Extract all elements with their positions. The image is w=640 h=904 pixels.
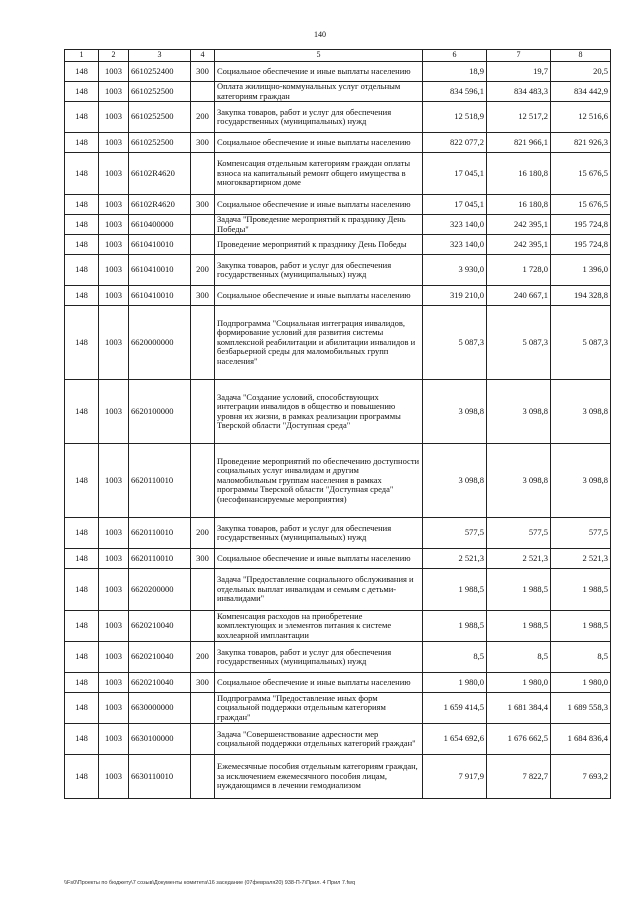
- amount-year3-cell: 8,5: [551, 642, 611, 673]
- amount-year3-cell: 3 098,8: [551, 380, 611, 444]
- amount-year1-cell: 323 140,0: [423, 235, 487, 255]
- description-cell: Компенсация отдельным категориям граждан оплаты взноса на капитальный ремонт общего имущества в многоквартирном доме: [215, 153, 423, 195]
- target-article-cell: 66102R4620: [129, 195, 191, 215]
- target-article-cell: 6620100000: [129, 380, 191, 444]
- table-row: [65, 82, 611, 102]
- target-article-cell: 6620210040: [129, 611, 191, 642]
- file-path-footer: \\Fs0\Проекты по бюджету\7 созыв\Документы комитета\16 заседание (07февраля20) 938-П-7\Прил. 4 Прил 7.fwq: [64, 880, 356, 886]
- table-row: [65, 235, 611, 255]
- amount-year3-cell: 1 980,0: [551, 673, 611, 693]
- description-cell: Подпрограмма "Социальная интеграция инвалидов, формирование условий для развития системы комплексной реабилитации и абилитации инвалидов и безбарьерной среды для маломобильных групп населения": [215, 306, 423, 380]
- table-row: [65, 306, 611, 380]
- column-header: 6: [423, 50, 487, 62]
- target-article-cell: 6630100000: [129, 724, 191, 755]
- section-code-cell: 1003: [99, 255, 129, 286]
- amount-year3-cell: 15 676,5: [551, 195, 611, 215]
- section-code-cell: 1003: [99, 693, 129, 724]
- ministry-code-cell: 148: [65, 215, 99, 235]
- amount-year1-cell: 3 930,0: [423, 255, 487, 286]
- amount-year1-cell: 18,9: [423, 62, 487, 82]
- table-row: [65, 693, 611, 724]
- amount-year3-cell: 7 693,2: [551, 755, 611, 799]
- amount-year1-cell: 323 140,0: [423, 215, 487, 235]
- amount-year2-cell: 1 980,0: [487, 673, 551, 693]
- target-article-cell: 6610410010: [129, 235, 191, 255]
- table-row: [65, 642, 611, 673]
- expense-type-cell: 200: [191, 642, 215, 673]
- description-cell: Социальное обеспечение и иные выплаты населению: [215, 549, 423, 569]
- amount-year1-cell: 577,5: [423, 518, 487, 549]
- expense-type-cell: [191, 693, 215, 724]
- table-row: [65, 724, 611, 755]
- amount-year1-cell: 12 518,9: [423, 102, 487, 133]
- section-code-cell: 1003: [99, 82, 129, 102]
- amount-year1-cell: 822 077,2: [423, 133, 487, 153]
- section-code-cell: 1003: [99, 642, 129, 673]
- column-header: 4: [191, 50, 215, 62]
- ministry-code-cell: 148: [65, 380, 99, 444]
- target-article-cell: 6610252500: [129, 133, 191, 153]
- amount-year3-cell: 1 396,0: [551, 255, 611, 286]
- ministry-code-cell: 148: [65, 82, 99, 102]
- amount-year2-cell: 3 098,8: [487, 380, 551, 444]
- amount-year2-cell: 7 822,7: [487, 755, 551, 799]
- ministry-code-cell: 148: [65, 518, 99, 549]
- description-cell: Задача "Предоставление социального обслуживания и отдельных выплат инвалидам и семьям с детьми-инвалидами": [215, 569, 423, 611]
- amount-year3-cell: 1 988,5: [551, 569, 611, 611]
- expense-type-cell: 300: [191, 286, 215, 306]
- table-row: [65, 549, 611, 569]
- table-row: [65, 215, 611, 235]
- page-number: 140: [314, 30, 326, 39]
- ministry-code-cell: 148: [65, 693, 99, 724]
- expense-type-cell: [191, 306, 215, 380]
- description-cell: Социальное обеспечение и иные выплаты населению: [215, 286, 423, 306]
- section-code-cell: 1003: [99, 380, 129, 444]
- table-row: [65, 569, 611, 611]
- target-article-cell: 6620110010: [129, 518, 191, 549]
- description-cell: Оплата жилищно-коммунальных услуг отдельным категориям граждан: [215, 82, 423, 102]
- description-cell: Задача "Совершенствование адресности мер социальной поддержки отдельных категорий граждан": [215, 724, 423, 755]
- expense-type-cell: 300: [191, 133, 215, 153]
- section-code-cell: 1003: [99, 444, 129, 518]
- ministry-code-cell: 148: [65, 611, 99, 642]
- table-row: [65, 286, 611, 306]
- section-code-cell: 1003: [99, 286, 129, 306]
- expense-type-cell: [191, 444, 215, 518]
- target-article-cell: 6610410010: [129, 255, 191, 286]
- column-header: 1: [65, 50, 99, 62]
- amount-year3-cell: 577,5: [551, 518, 611, 549]
- description-cell: Ежемесячные пособия отдельным категориям граждан, за исключением ежемесячного пособия лицам, нуждающимся в лечении гемодиализом: [215, 755, 423, 799]
- section-code-cell: 1003: [99, 153, 129, 195]
- description-cell: Проведение мероприятий к празднику День Победы: [215, 235, 423, 255]
- description-cell: Социальное обеспечение и иные выплаты населению: [215, 673, 423, 693]
- amount-year3-cell: 1 689 558,3: [551, 693, 611, 724]
- amount-year2-cell: 1 988,5: [487, 569, 551, 611]
- target-article-cell: 6620210040: [129, 673, 191, 693]
- table-row: [65, 133, 611, 153]
- expense-type-cell: 200: [191, 102, 215, 133]
- target-article-cell: 66102R4620: [129, 153, 191, 195]
- section-code-cell: 1003: [99, 215, 129, 235]
- amount-year3-cell: 20,5: [551, 62, 611, 82]
- section-code-cell: 1003: [99, 195, 129, 215]
- section-code-cell: 1003: [99, 133, 129, 153]
- table-row: [65, 195, 611, 215]
- section-code-cell: 1003: [99, 62, 129, 82]
- expense-type-cell: 200: [191, 255, 215, 286]
- ministry-code-cell: 148: [65, 642, 99, 673]
- section-code-cell: 1003: [99, 724, 129, 755]
- ministry-code-cell: 148: [65, 673, 99, 693]
- amount-year1-cell: 2 521,3: [423, 549, 487, 569]
- amount-year3-cell: 3 098,8: [551, 444, 611, 518]
- expense-type-cell: [191, 153, 215, 195]
- amount-year2-cell: 1 681 384,4: [487, 693, 551, 724]
- expense-type-cell: 300: [191, 195, 215, 215]
- column-header: 3: [129, 50, 191, 62]
- amount-year1-cell: 1 980,0: [423, 673, 487, 693]
- description-cell: Социальное обеспечение и иные выплаты населению: [215, 62, 423, 82]
- target-article-cell: 6610410010: [129, 286, 191, 306]
- section-code-cell: 1003: [99, 673, 129, 693]
- description-cell: Социальное обеспечение и иные выплаты населению: [215, 195, 423, 215]
- description-cell: Социальное обеспечение и иные выплаты населению: [215, 133, 423, 153]
- ministry-code-cell: 148: [65, 102, 99, 133]
- table-row: [65, 444, 611, 518]
- target-article-cell: 6610400000: [129, 215, 191, 235]
- amount-year2-cell: 1 728,0: [487, 255, 551, 286]
- budget-table: [64, 49, 611, 799]
- ministry-code-cell: 148: [65, 62, 99, 82]
- amount-year2-cell: 242 395,1: [487, 215, 551, 235]
- table-row: [65, 153, 611, 195]
- ministry-code-cell: 148: [65, 153, 99, 195]
- amount-year2-cell: 16 180,8: [487, 153, 551, 195]
- target-article-cell: 6610252400: [129, 62, 191, 82]
- section-code-cell: 1003: [99, 306, 129, 380]
- expense-type-cell: 300: [191, 673, 215, 693]
- table-row: [65, 518, 611, 549]
- ministry-code-cell: 148: [65, 549, 99, 569]
- amount-year3-cell: 195 724,8: [551, 215, 611, 235]
- amount-year2-cell: 8,5: [487, 642, 551, 673]
- expense-type-cell: [191, 755, 215, 799]
- amount-year1-cell: 1 654 692,6: [423, 724, 487, 755]
- amount-year2-cell: 2 521,3: [487, 549, 551, 569]
- expense-type-cell: [191, 380, 215, 444]
- expense-type-cell: 200: [191, 518, 215, 549]
- amount-year1-cell: 8,5: [423, 642, 487, 673]
- ministry-code-cell: 148: [65, 133, 99, 153]
- section-code-cell: 1003: [99, 518, 129, 549]
- target-article-cell: 6620210040: [129, 642, 191, 673]
- description-cell: Закупка товаров, работ и услуг для обеспечения государственных (муниципальных) нужд: [215, 642, 423, 673]
- description-cell: Закупка товаров, работ и услуг для обеспечения государственных (муниципальных) нужд: [215, 518, 423, 549]
- amount-year1-cell: 3 098,8: [423, 380, 487, 444]
- description-cell: Закупка товаров, работ и услуг для обеспечения государственных (муниципальных) нужд: [215, 102, 423, 133]
- target-article-cell: 6620110010: [129, 549, 191, 569]
- amount-year2-cell: 240 667,1: [487, 286, 551, 306]
- amount-year1-cell: 7 917,9: [423, 755, 487, 799]
- target-article-cell: 6610252500: [129, 102, 191, 133]
- description-cell: Задача "Создание условий, способствующих интеграции инвалидов в общество и повышению уровня их жизни, в рамках реализации программы Тверской области "Доступная среда": [215, 380, 423, 444]
- description-cell: Подпрограмма "Предоставление иных форм социальной поддержки отдельным категориям граждан": [215, 693, 423, 724]
- amount-year1-cell: 1 659 414,5: [423, 693, 487, 724]
- amount-year1-cell: 1 988,5: [423, 611, 487, 642]
- expense-type-cell: 300: [191, 549, 215, 569]
- amount-year2-cell: 12 517,2: [487, 102, 551, 133]
- amount-year2-cell: 5 087,3: [487, 306, 551, 380]
- ministry-code-cell: 148: [65, 235, 99, 255]
- amount-year2-cell: 16 180,8: [487, 195, 551, 215]
- description-cell: Задача "Проведение мероприятий к празднику День Победы": [215, 215, 423, 235]
- amount-year1-cell: 3 098,8: [423, 444, 487, 518]
- section-code-cell: 1003: [99, 102, 129, 133]
- amount-year2-cell: 242 395,1: [487, 235, 551, 255]
- expense-type-cell: [191, 82, 215, 102]
- amount-year3-cell: 15 676,5: [551, 153, 611, 195]
- target-article-cell: 6610252500: [129, 82, 191, 102]
- section-code-cell: 1003: [99, 569, 129, 611]
- ministry-code-cell: 148: [65, 755, 99, 799]
- amount-year3-cell: 194 328,8: [551, 286, 611, 306]
- section-code-cell: 1003: [99, 755, 129, 799]
- target-article-cell: 6630110010: [129, 755, 191, 799]
- expense-type-cell: [191, 215, 215, 235]
- amount-year1-cell: 319 210,0: [423, 286, 487, 306]
- table-row: [65, 755, 611, 799]
- description-cell: Компенсация расходов на приобретение комплектующих и элементов питания к системе кохлеарной имплантации: [215, 611, 423, 642]
- ministry-code-cell: 148: [65, 195, 99, 215]
- column-header: 8: [551, 50, 611, 62]
- amount-year3-cell: 1 988,5: [551, 611, 611, 642]
- amount-year3-cell: 821 926,3: [551, 133, 611, 153]
- ministry-code-cell: 148: [65, 255, 99, 286]
- amount-year2-cell: 821 966,1: [487, 133, 551, 153]
- section-code-cell: 1003: [99, 549, 129, 569]
- description-cell: Проведение мероприятий по обеспечению доступности социальных услуг инвалидам и другим маломобильным группам населения в рамках программы Тверской области "Доступная среда" (несофинансируемые мероприятия): [215, 444, 423, 518]
- expense-type-cell: [191, 235, 215, 255]
- target-article-cell: 6630000000: [129, 693, 191, 724]
- amount-year1-cell: 834 596,1: [423, 82, 487, 102]
- column-header: 2: [99, 50, 129, 62]
- amount-year2-cell: 3 098,8: [487, 444, 551, 518]
- amount-year2-cell: 1 676 662,5: [487, 724, 551, 755]
- amount-year3-cell: 1 684 836,4: [551, 724, 611, 755]
- table-row: [65, 62, 611, 82]
- amount-year2-cell: 1 988,5: [487, 611, 551, 642]
- expense-type-cell: [191, 611, 215, 642]
- amount-year1-cell: 17 045,1: [423, 153, 487, 195]
- ministry-code-cell: 148: [65, 444, 99, 518]
- expense-type-cell: 300: [191, 62, 215, 82]
- amount-year2-cell: 577,5: [487, 518, 551, 549]
- column-header: 7: [487, 50, 551, 62]
- amount-year3-cell: 2 521,3: [551, 549, 611, 569]
- table-row: [65, 102, 611, 133]
- amount-year1-cell: 17 045,1: [423, 195, 487, 215]
- section-code-cell: 1003: [99, 611, 129, 642]
- amount-year3-cell: 834 442,9: [551, 82, 611, 102]
- table-row: [65, 255, 611, 286]
- amount-year2-cell: 19,7: [487, 62, 551, 82]
- ministry-code-cell: 148: [65, 306, 99, 380]
- column-header: 5: [215, 50, 423, 62]
- amount-year3-cell: 12 516,6: [551, 102, 611, 133]
- description-cell: Закупка товаров, работ и услуг для обеспечения государственных (муниципальных) нужд: [215, 255, 423, 286]
- expense-type-cell: [191, 569, 215, 611]
- amount-year1-cell: 1 988,5: [423, 569, 487, 611]
- amount-year2-cell: 834 483,3: [487, 82, 551, 102]
- section-code-cell: 1003: [99, 235, 129, 255]
- table-row: [65, 380, 611, 444]
- column-number-row: [65, 50, 611, 62]
- ministry-code-cell: 148: [65, 724, 99, 755]
- amount-year1-cell: 5 087,3: [423, 306, 487, 380]
- target-article-cell: 6620000000: [129, 306, 191, 380]
- amount-year3-cell: 5 087,3: [551, 306, 611, 380]
- target-article-cell: 6620110010: [129, 444, 191, 518]
- table-row: [65, 611, 611, 642]
- amount-year3-cell: 195 724,8: [551, 235, 611, 255]
- table-row: [65, 673, 611, 693]
- target-article-cell: 6620200000: [129, 569, 191, 611]
- ministry-code-cell: 148: [65, 286, 99, 306]
- ministry-code-cell: 148: [65, 569, 99, 611]
- expense-type-cell: [191, 724, 215, 755]
